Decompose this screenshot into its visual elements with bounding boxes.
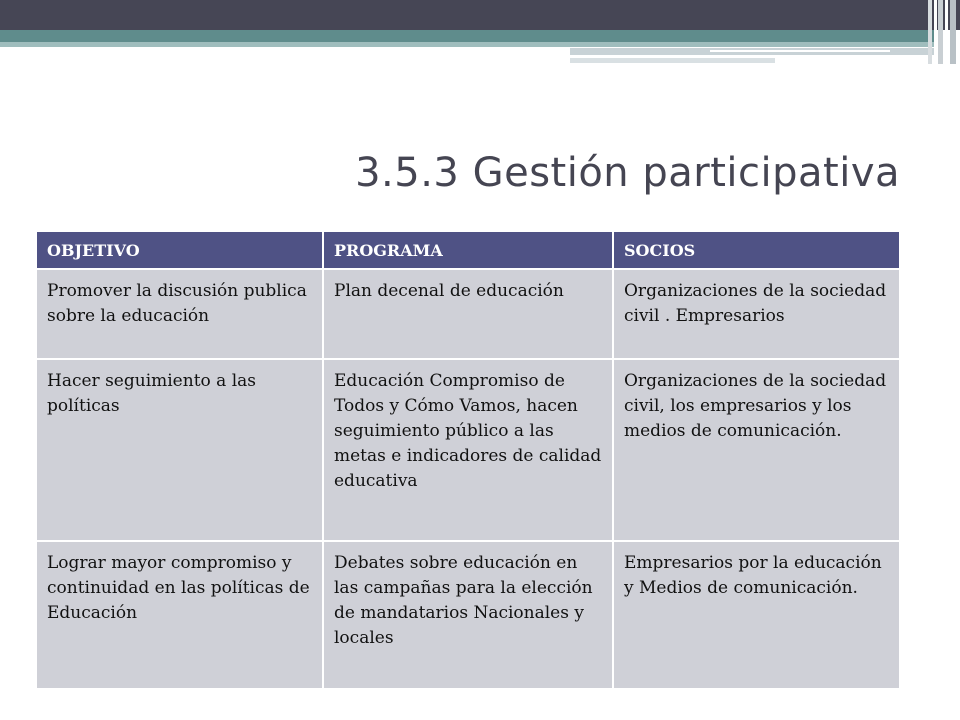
cell-objetivo: Lograr mayor compromiso y continuidad en las políticas de Educación [36,541,323,689]
cell-programa: Plan decenal de educación [323,269,613,359]
cell-programa: Educación Compromiso de Todos y Cómo Vamos, hacen seguimiento público a las metas e indicadores de calidad educativa [323,359,613,541]
table-row [36,269,900,359]
cell-socios: Organizaciones de la sociedad civil, los empresarios y los medios de comunicación. [613,359,900,541]
header-socios: SOCIOS [613,231,900,269]
cell-objetivo: Hacer seguimiento a las políticas [36,359,323,541]
participation-table [35,230,901,690]
header-programa: PROGRAMA [323,231,613,269]
cell-objetivo: Promover la discusión publica sobre la educación [36,269,323,359]
header-bar-teal [0,30,935,42]
table-row [36,541,900,689]
header-bar-teal-light [0,42,935,47]
cell-socios: Organizaciones de la sociedad civil . Empresarios [613,269,900,359]
header-objetivo: OBJETIVO [36,231,323,269]
table-header-row [36,231,900,269]
header-bar-dark [0,0,960,30]
slide-title: 3.5.3 Gestión participativa [355,150,900,196]
header-vertical-stripes [928,0,960,64]
cell-socios: Empresarios por la educación y Medios de comunicación. [613,541,900,689]
cell-programa: Debates sobre educación en las campañas para la elección de mandatarios Nacionales y locales [323,541,613,689]
header-bar-gray-short [570,58,775,63]
header-line [710,50,890,52]
table-row [36,359,900,541]
